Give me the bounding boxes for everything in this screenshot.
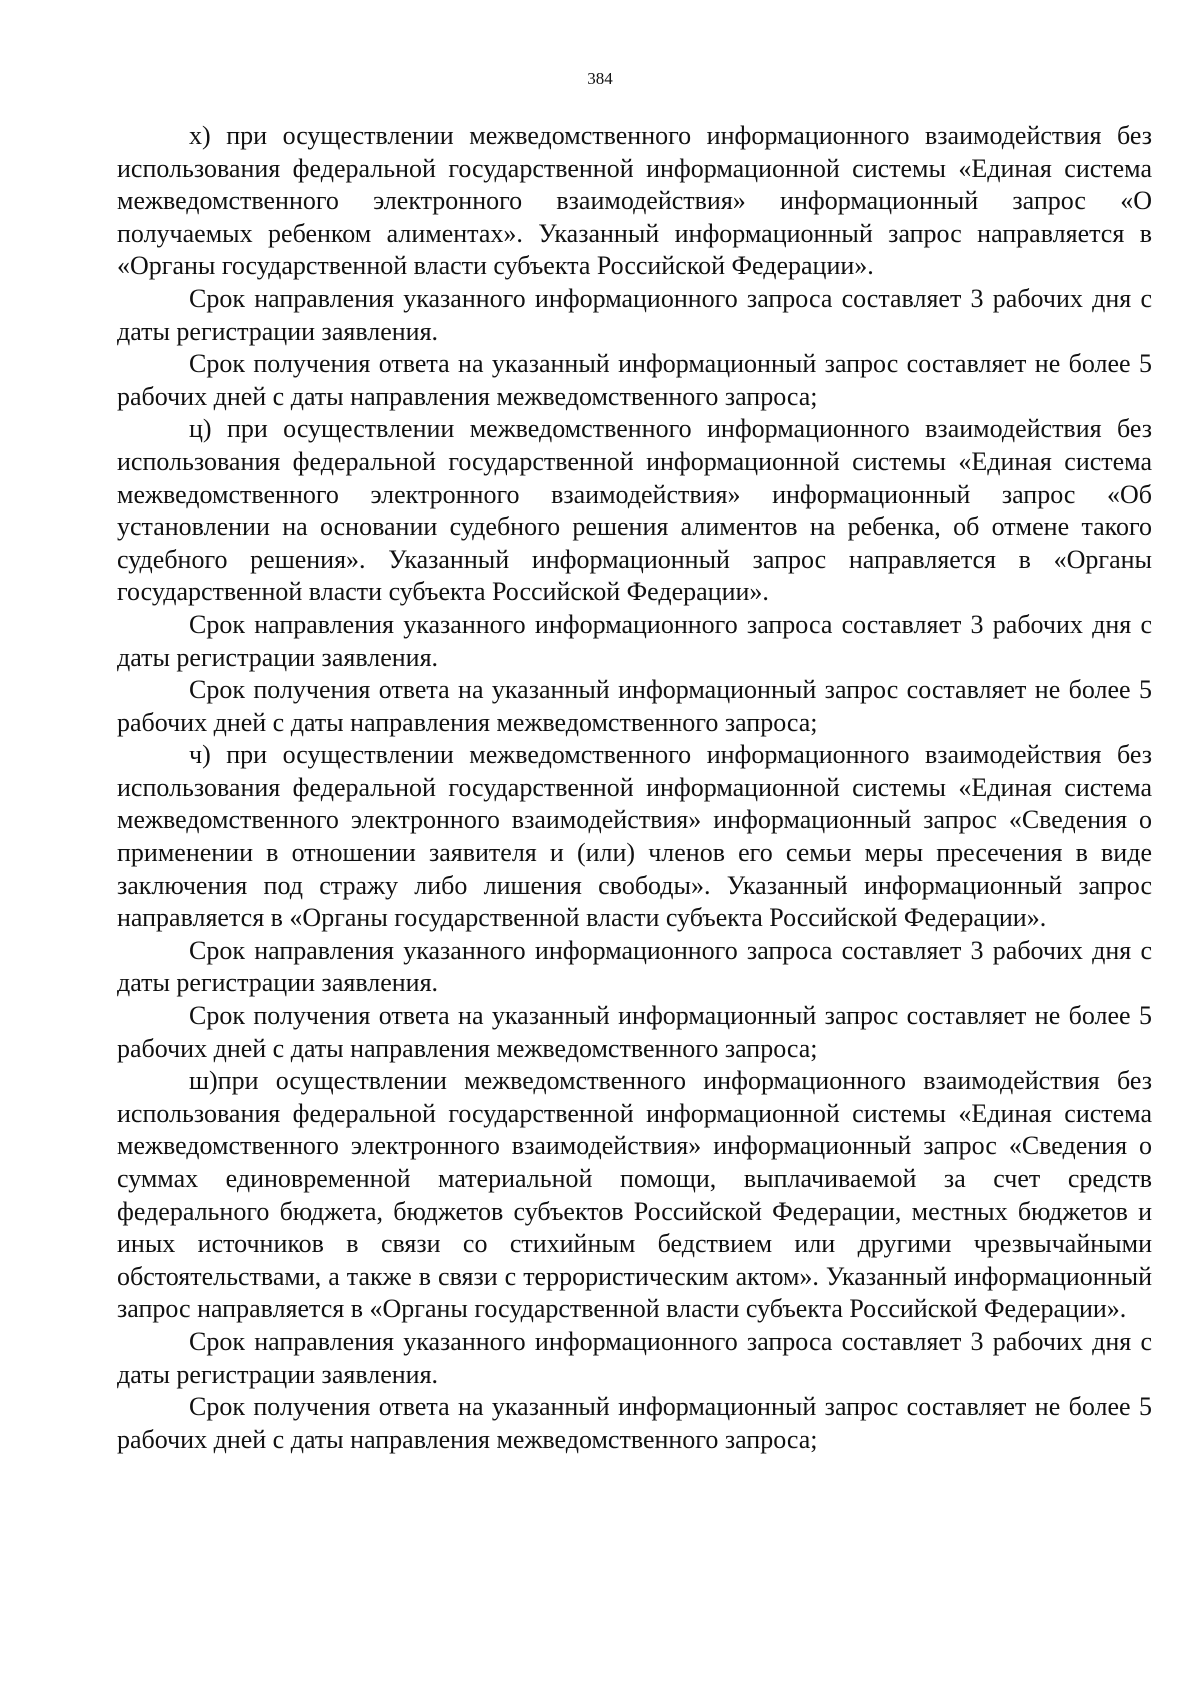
paragraph-response-deadline: Срок получения ответа на указанный информационный запрос составляет не более 5 рабочих дней с даты направления межведомственного запроса;: [117, 675, 1152, 737]
paragraph-response-deadline: Срок получения ответа на указанный информационный запрос составляет не более 5 рабочих дней с даты направления межведомственного запроса;: [117, 1392, 1152, 1454]
paragraph-item-ch: ч) при осуществлении межведомственного информационного взаимодействия без использования федеральной государственной информационной системы «Единая система межведомственного электронного взаимодействия» информационный запрос «Сведения о применении в отношении заявителя и (или) членов его семьи меры пресечения в виде заключения под стражу либо лишения свободы». Указанный информационный запрос направляется в «Органы государственной власти субъекта Российской Федерации».: [117, 740, 1152, 933]
document-body: [117, 120, 1152, 1456]
paragraph-item-sh: ш)при осуществлении межведомственного информационного взаимодействия без использования федеральной государственной информационной системы «Единая система межведомственного электронного взаимодействия» информационный запрос «Сведения о суммах единовременной материальной помощи, выплачиваемой за счет средств федерального бюджета, бюджетов субъектов Российской Федерации, местных бюджетов и иных источников в связи со стихийным бедствием или другими чрезвычайными обстоятельствами, а также в связи с террористическим актом». Указанный информационный запрос направляется в «Органы государственной власти субъекта Российской Федерации».: [117, 1066, 1152, 1324]
paragraph-request-deadline: Срок направления указанного информационного запроса составляет 3 рабочих дня с даты регистрации заявления.: [117, 609, 1152, 672]
paragraph-response-deadline: Срок получения ответа на указанный информационный запрос составляет не более 5 рабочих дней с даты направления межведомственного запроса;: [117, 349, 1152, 411]
paragraph-request-deadline: Срок направления указанного информационного запроса составляет 3 рабочих дня с даты регистрации заявления.: [117, 1326, 1152, 1389]
paragraph-request-deadline: Срок направления указанного информационного запроса составляет 3 рабочих дня с даты регистрации заявления.: [117, 283, 1152, 346]
paragraph-request-deadline: Срок направления указанного информационного запроса составляет 3 рабочих дня с даты регистрации заявления.: [117, 935, 1152, 998]
paragraph-item-ts: ц) при осуществлении межведомственного информационного взаимодействия без использования федеральной государственной информационной системы «Единая система межведомственного электронного взаимодействия» информационный запрос «Об установлении на основании судебного решения алиментов на ребенка, об отмене такого судебного решения». Указанный информационный запрос направляется в «Органы государственной власти субъекта Российской Федерации».: [117, 414, 1152, 607]
page-number: 384: [587, 69, 613, 88]
paragraph-response-deadline: Срок получения ответа на указанный информационный запрос составляет не более 5 рабочих дней с даты направления межведомственного запроса;: [117, 1001, 1152, 1063]
paragraph-item-kh: х) при осуществлении межведомственного информационного взаимодействия без использования федеральной государственной информационной системы «Единая система межведомственного электронного взаимодействия» информационный запрос «О получаемых ребенком алиментах». Указанный информационный запрос направляется в «Органы государственной власти субъекта Российской Федерации».: [117, 121, 1152, 281]
